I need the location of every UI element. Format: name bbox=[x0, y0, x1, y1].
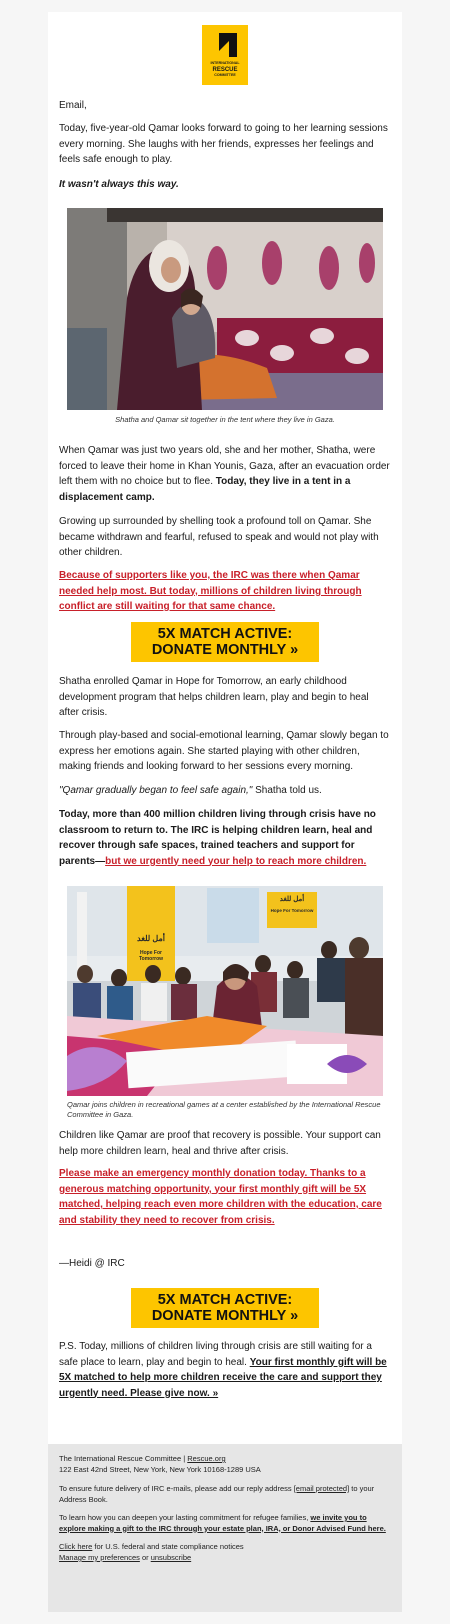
impact-paragraph bbox=[59, 807, 391, 869]
legacy-pre: To learn how you can deepen your lasting commitment for refugee families, bbox=[59, 1513, 311, 1522]
compliance-text: for U.S. federal and state compliance notices bbox=[92, 1542, 244, 1551]
footer-legacy bbox=[59, 1513, 393, 1534]
footer-compliance bbox=[59, 1542, 393, 1553]
ps-text: P.S. Today, millions of children living through crisis are still waiting for a safe place to learn, play and begin to heal. bbox=[59, 1341, 372, 1368]
emphasis-line: It wasn't always this way. bbox=[59, 179, 179, 190]
photo2-caption: Qamar joins children in recreational games at a center established by the International Rescue Committee in Gaza. bbox=[67, 1100, 381, 1119]
footer-site-link[interactable]: Rescue.org bbox=[187, 1454, 226, 1463]
unsubscribe-link[interactable]: unsubscribe bbox=[150, 1553, 192, 1562]
footer-preferences bbox=[59, 1553, 393, 1564]
logo-wordmark-line1: INTERNATIONAL bbox=[210, 61, 240, 65]
donate-monthly-button-1[interactable] bbox=[131, 622, 319, 662]
cta-line2: DONATE MONTHLY » bbox=[151, 1308, 299, 1324]
email-body bbox=[48, 12, 402, 1612]
story-1-text: When Qamar was just two years old, she and her mother, Shatha, were forced to leave their home in Khan Younis, Gaza, after an evacuation order left them with no choice but to flee. bbox=[59, 445, 390, 487]
give-now-link[interactable]: Your first monthly gift will be 5X matched to help more children receive the care and support they urgently need. Please give now. » bbox=[59, 1356, 387, 1399]
rescue-arrow-icon bbox=[213, 33, 237, 57]
intro-paragraph: Today, five-year-old Qamar looks forward to going to her learning sessions every morning. She laughs with her friends, expresses her feelings and feels safe enough to play. bbox=[59, 123, 388, 165]
address-book-post: to your Address Book. bbox=[59, 1484, 375, 1504]
classroom-photo-illustration bbox=[67, 886, 383, 1096]
footer bbox=[48, 1444, 402, 1612]
quote-paragraph bbox=[59, 783, 391, 799]
banner1-english: Hope For Tomorrow bbox=[138, 950, 164, 962]
tent-photo-illustration bbox=[67, 208, 383, 410]
donate-monthly-button-2[interactable] bbox=[131, 1288, 319, 1328]
estate-plan-link[interactable]: we invite you to explore making a gift to the IRC through your estate plan, IRA, or Donor Advised Fund here. bbox=[59, 1513, 386, 1533]
greeting: Email, bbox=[59, 100, 87, 111]
footer-address-book bbox=[59, 1484, 393, 1505]
address-book-pre: To ensure future delivery of IRC e-mails, please add our reply address bbox=[59, 1484, 294, 1493]
quote-attribution: Shatha told us. bbox=[252, 785, 322, 796]
manage-preferences-link[interactable]: Manage my preferences bbox=[59, 1553, 140, 1562]
quote-italic: "Qamar gradually began to feel safe again," bbox=[59, 785, 253, 796]
impact-bold: Today, more than 400 million children living through crisis have no classroom to return to. The IRC is helping children learn, heal and recover through safe spaces, trained teachers and support for parents— bbox=[59, 809, 376, 867]
footer-address: 122 East 42nd Street, New York, New York 10168-1289 USA bbox=[59, 1465, 261, 1474]
cta-line1: 5X MATCH ACTIVE: bbox=[157, 1292, 293, 1308]
story-paragraph-4: Through play-based and social-emotional learning, Qamar slowly began to express her emotions again. She started playing with other children, making friends and looking forward to her sessions every morning. bbox=[59, 730, 389, 772]
photo-shatha-qamar bbox=[67, 208, 383, 410]
supporters-link[interactable]: Because of supporters like you, the IRC was there when Qamar needed help most. But today, millions of children living through conflict are still waiting for that same chance. bbox=[59, 570, 362, 612]
story-paragraph-1 bbox=[59, 443, 391, 505]
banner1-arabic: أمل للغد bbox=[137, 934, 165, 943]
logo-wordmark-line3: COMMITTEE bbox=[214, 73, 236, 77]
logo-wordmark-line2: RESCUE bbox=[212, 67, 238, 73]
footer-org-name: The International Rescue Committee | bbox=[59, 1454, 188, 1463]
banner2-arabic: أمل للغد bbox=[279, 896, 305, 903]
emergency-donation-link[interactable]: Please make an emergency monthly donation today. Thanks to a generous matching opportunity, your first monthly gift will be 5X matched, helping reach even more children with the education, care and stability they need to recover from crisis. bbox=[59, 1168, 382, 1226]
irc-logo[interactable] bbox=[202, 25, 248, 85]
signoff: —Heidi @ IRC bbox=[59, 1258, 125, 1269]
photo1-caption: Shatha and Qamar sit together in the tent where they live in Gaza. bbox=[115, 415, 335, 424]
photo-recreational-games bbox=[67, 886, 383, 1096]
proof-paragraph: Children like Qamar are proof that recovery is possible. Your support can help more children learn, heal and thrive after crisis. bbox=[59, 1130, 381, 1157]
cta-line2: DONATE MONTHLY » bbox=[151, 642, 299, 658]
story-1-bold: Today, they live in a tent in a displacement camp. bbox=[59, 476, 351, 503]
banner2-english: Hope For Tomorrow bbox=[270, 908, 314, 913]
story-paragraph-3: Shatha enrolled Qamar in Hope for Tomorrow, an early childhood development program that helps children learn, play and begin to heal after crisis. bbox=[59, 676, 369, 718]
ps-paragraph bbox=[59, 1339, 391, 1401]
footer-org-line bbox=[59, 1454, 393, 1465]
prefs-or: or bbox=[139, 1553, 151, 1562]
cta-line1: 5X MATCH ACTIVE: bbox=[157, 626, 293, 642]
compliance-link[interactable]: Click here bbox=[59, 1542, 93, 1551]
help-reach-link[interactable]: but we urgently need your help to reach more children. bbox=[105, 855, 367, 867]
reply-email-link[interactable]: [email protected] bbox=[293, 1484, 350, 1493]
story-paragraph-2: Growing up surrounded by shelling took a profound toll on Qamar. She became withdrawn and fearful, refused to speak and would not play with other children. bbox=[59, 516, 379, 558]
